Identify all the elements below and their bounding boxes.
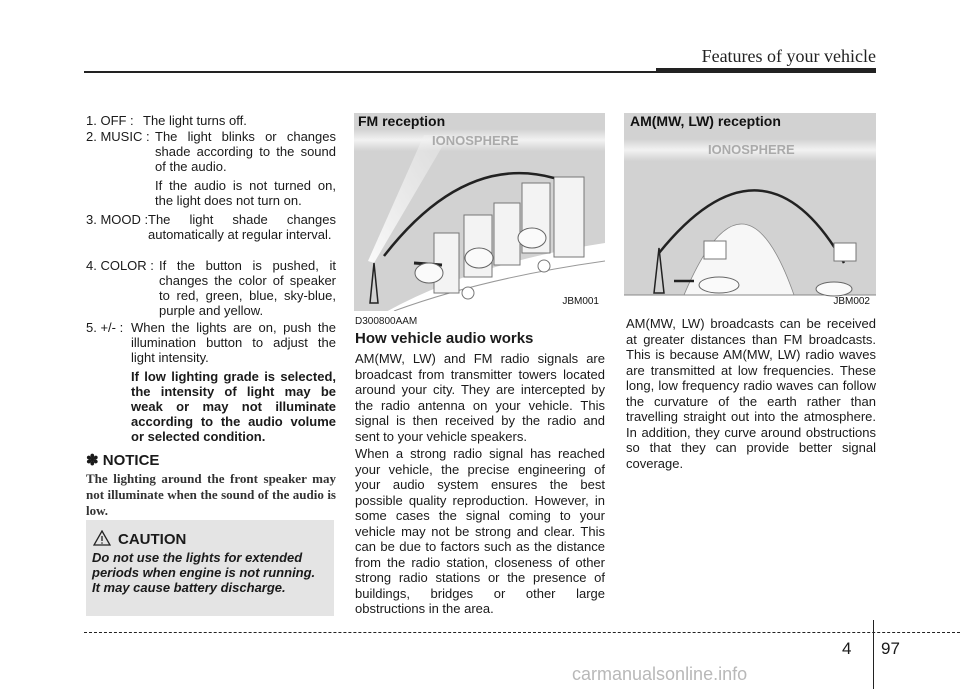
caution-line: Do not use the lights for extended periods when engine is not running.: [92, 550, 316, 580]
list-item-off: [86, 113, 336, 128]
footer-rule: [84, 632, 960, 633]
page-number: 97: [881, 639, 900, 658]
list-item-label: 5. +/- :: [86, 320, 124, 335]
header-rule-accent: [656, 68, 876, 73]
list-item-label: 4. COLOR :: [86, 258, 154, 273]
paragraph: AM(MW, LW) and FM radio signals are broadcast from transmitter towers located around your city. They are intercepted by the radio antenna on your vehicle. This signal is then received by the radio and sent to your vehicle speakers.: [355, 351, 605, 444]
fm-figure-title: FM reception: [358, 113, 446, 129]
section-code: D300800AAM: [355, 316, 418, 327]
am-reception-figure: [624, 113, 876, 311]
caution-title: CAUTION: [118, 531, 187, 548]
list-item-color: [86, 258, 336, 318]
chapter-number: 4: [842, 639, 852, 658]
ionosphere-label: IONOSPHERE: [432, 133, 519, 148]
notice-body: The lighting around the front speaker may not illuminate when the sound of the audio is low.: [86, 471, 336, 518]
list-item-text: If the button is pushed, it changes the color of speaker to red, green, blue, sky-blue, purple and yellow.: [159, 258, 336, 318]
section-heading: How vehicle audio works: [355, 330, 534, 347]
list-item-text: If the audio is not turned on, the light does not turn on.: [155, 178, 336, 208]
section-header-title: Features of your vehicle: [701, 46, 876, 66]
list-item-label: 1. OFF :: [86, 113, 134, 128]
list-item-text: The light shade changes automatically at regular interval.: [148, 212, 336, 242]
caution-line: It may cause battery discharge.: [92, 580, 286, 595]
list-item-text: The light turns off.: [143, 113, 247, 128]
notice-title: ✽ NOTICE: [86, 452, 160, 469]
list-item-warning-text: If low lighting grade is selected, the intensity of light may be weak or may not illuminate according to the audio volume or selected condition.: [131, 369, 336, 444]
list-item-intensity: [86, 320, 336, 444]
list-item-label: 2. MUSIC :: [86, 129, 150, 144]
caution-body: [92, 550, 328, 595]
fm-reception-figure: [354, 113, 605, 311]
footer-divider: [873, 620, 874, 689]
warning-triangle-icon: [93, 530, 111, 546]
list-item-text: When the lights are on, push the illumination button to adjust the light intensity.: [131, 320, 336, 365]
list-item-mood: [86, 212, 336, 242]
figure-code: JBM001: [562, 296, 599, 307]
list-item-text: The light blinks or changes shade according to the sound of the audio.: [155, 129, 336, 174]
list-item-music: [86, 129, 336, 208]
paragraph: When a strong radio signal has reached your vehicle, the precise engineering of your audio system ensures the best possible quality reproduction. However, in some cases the signal coming to your vehicle may not be strong and clear. This can be due to factors such as the distance from the radio station, closeness of other strong radio stations or the presence of buildings, bridges or other large obstructions in the area.: [355, 446, 605, 616]
ionosphere-label: IONOSPHERE: [708, 142, 795, 157]
figure-code: JBM002: [833, 296, 870, 307]
list-item-label: 3. MOOD :: [86, 212, 149, 227]
paragraph: AM(MW, LW) broadcasts can be received at greater distances than FM broadcasts. This is because AM(MW, LW) radio waves are transmitted at low frequencies. These long, low frequency radio waves can follow the curvature of the earth rather than travelling straight out into the atmosphere. In addition, they curve around obstructions so that they can provide better signal coverage.: [626, 316, 876, 471]
watermark: carmanualsonline.info: [572, 664, 748, 684]
am-figure-title: AM(MW, LW) reception: [630, 113, 781, 129]
